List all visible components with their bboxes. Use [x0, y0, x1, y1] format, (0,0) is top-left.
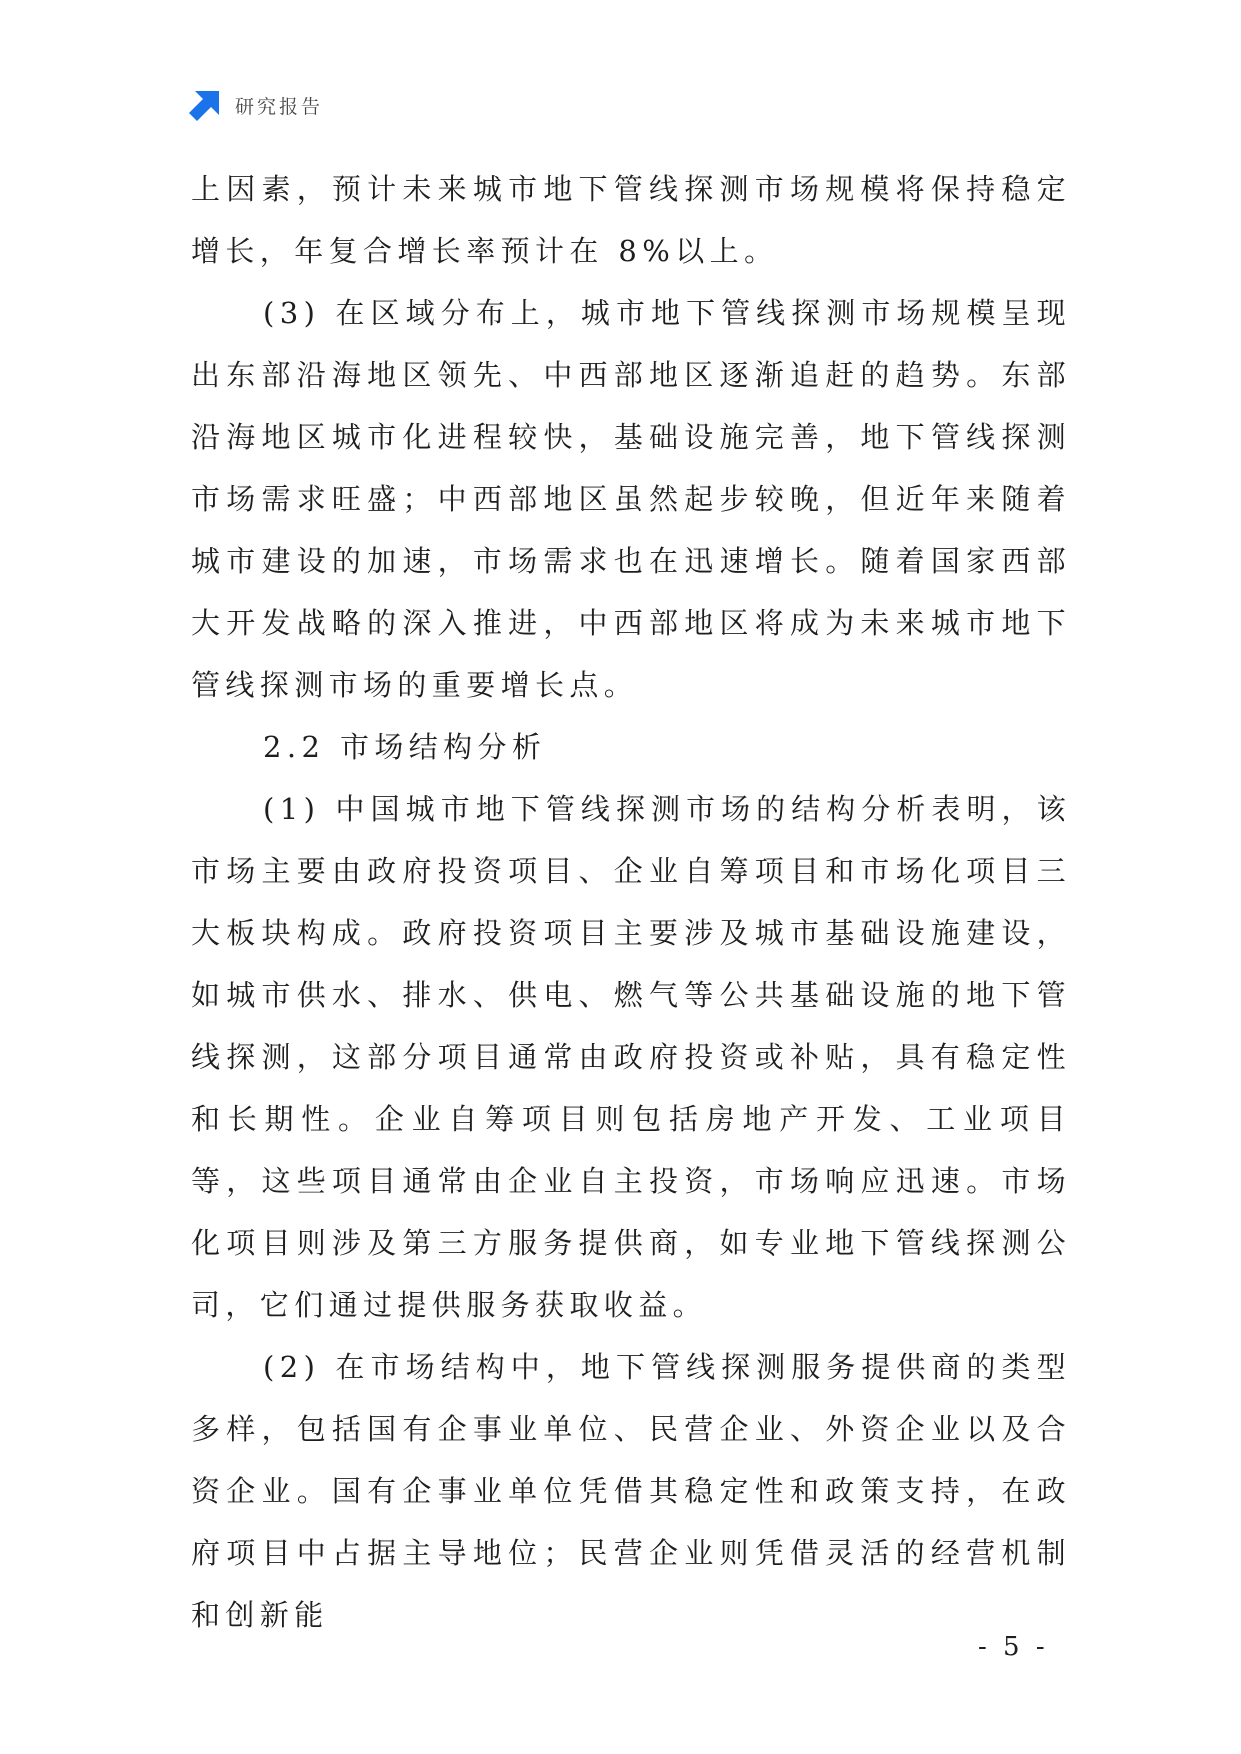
- paragraph-regional-distribution: (3) 在区域分布上，城市地下管线探测市场规模呈现出东部沿海地区领先、中西部地区逐渐追赶的趋势。东部沿海地区城市化进程较快，基础设施完善，地下管线探测市场需求旺盛；中西部地区虽然起步较晚，但近年来随着城市建设的加速，市场需求也在迅速增长。随着国家西部大开发战略的深入推进，中西部地区将成为未来城市地下管线探测市场的重要增长点。: [191, 296, 1071, 702]
- paragraph-market-structure: (1) 中国城市地下管线探测市场的结构分析表明，该市场主要由政府投资项目、企业自筹项目和市场化项目三大板块构成。政府投资项目主要涉及城市基础设施建设，如城市供水、排水、供电、燃气等公共基础设施的地下管线探测，这部分项目通常由政府投资或补贴，具有稳定性和长期性。企业自筹项目则包括房地产开发、工业项目等，这些项目通常由企业自主投资，市场响应迅速。市场化项目则涉及第三方服务提供商，如专业地下管线探测公司，它们通过提供服务获取收益。: [191, 792, 1071, 1322]
- report-body: [191, 158, 1071, 1646]
- header-title: 研究报告: [235, 95, 324, 118]
- page-header: [189, 88, 323, 122]
- arrow-up-right-icon: [189, 89, 221, 121]
- section-heading: 2.2 市场结构分析: [263, 730, 547, 764]
- paragraph-continuation: 上因素，预计未来城市地下管线探测市场规模将保持稳定增长，年复合增长率预计在 8%以上。: [191, 172, 1071, 268]
- page-number: - 5 -: [978, 1632, 1049, 1662]
- paragraph-service-providers: (2) 在市场结构中，地下管线探测服务提供商的类型多样，包括国有企事业单位、民营企业、外资企业以及合资企业。国有企事业单位凭借其稳定性和政策支持，在政府项目中占据主导地位；民营企业则凭借灵活的经营机制和创新能: [191, 1350, 1071, 1632]
